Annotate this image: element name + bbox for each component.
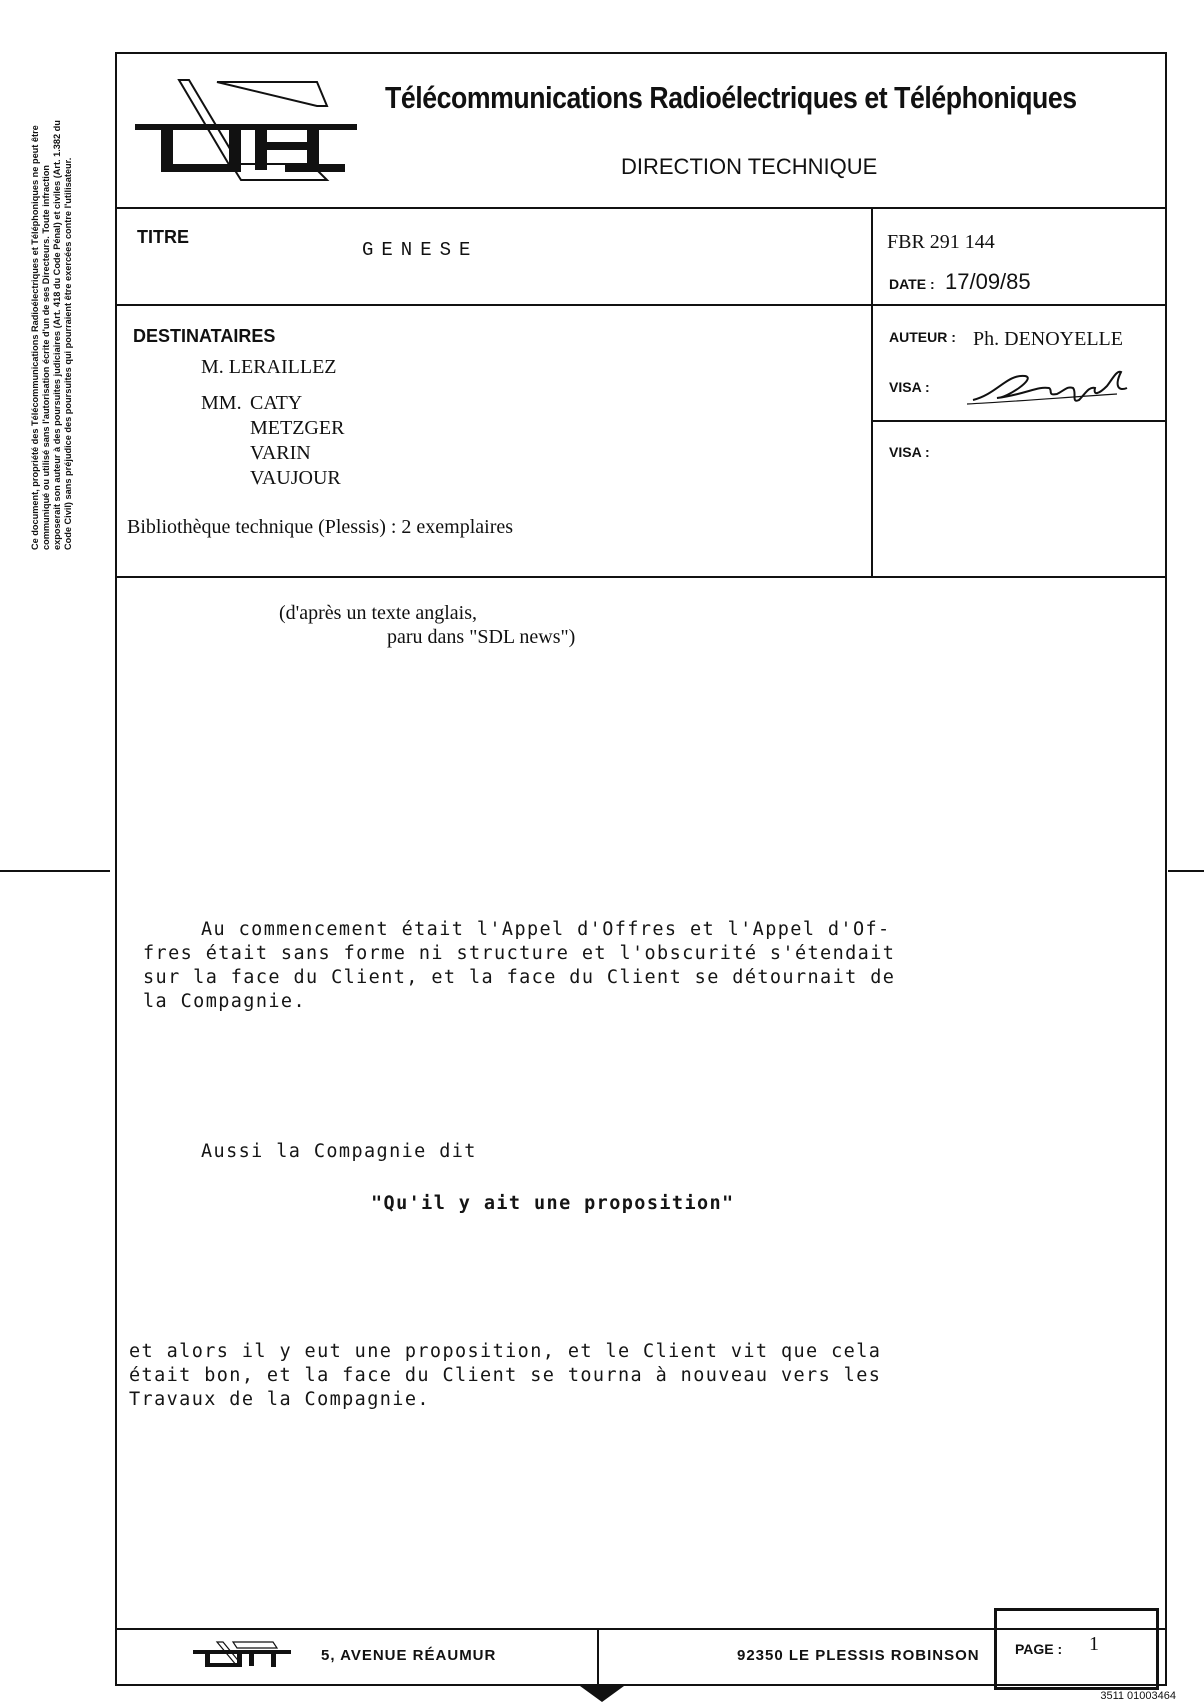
paragraph-line: Travaux de la Compagnie. <box>129 1389 430 1410</box>
library-copies: Bibliothèque technique (Plessis) : 2 exemplaires <box>127 516 514 538</box>
author-name: Ph. DENOYELLE <box>973 328 1123 350</box>
footer <box>117 1628 1165 1684</box>
company-name: Télécommunications Radioélectriques et Téléphoniques <box>385 80 1077 115</box>
paragraph-line: sur la face du Client, et la face du Client se détournait de <box>143 967 896 988</box>
paragraph-line: Aussi la Compagnie dit <box>201 1141 477 1162</box>
document-frame <box>115 52 1167 1686</box>
paragraph-line: et alors il y eut une proposition, et le Client vit que cela <box>129 1341 882 1362</box>
recipient-name: METZGER <box>250 417 345 439</box>
paragraph-line: était bon, et la face du Client se tourna à nouveau vers les <box>129 1365 882 1386</box>
department-name: DIRECTION TECHNIQUE <box>621 154 878 179</box>
fold-mark-left <box>0 870 110 872</box>
recipients-label: DESTINATAIRES <box>133 326 276 346</box>
footer-city: 92350 LE PLESSIS ROBINSON <box>737 1647 980 1664</box>
page-number: 1 <box>1089 1633 1099 1655</box>
paragraph-line: la Compagnie. <box>143 991 306 1012</box>
signature <box>967 364 1137 408</box>
bottom-marker <box>580 1686 624 1702</box>
confidentiality-note: Ce document, propriété des Télécommunications Radioélectriques et Téléphoniques ne peut être communiqué ou utilisé sans l'autorisation écrite d'un de ses Directeurs. Toute infraction exposerait son auteur à des poursuites judiciaires (Art. 418 du Code Pénal) et civiles (Art. 1.382 du Code Civil) sans préjudice des poursuites qui pourraient être exercées contre l'utilisateur. <box>30 120 73 550</box>
recipient-name: CATY <box>250 392 303 414</box>
recipient-name: VARIN <box>250 442 311 464</box>
recipients-row <box>117 306 1165 578</box>
title-divider <box>871 209 873 304</box>
page-label: PAGE : <box>1015 1641 1063 1657</box>
recipient-name: VAUJOUR <box>250 467 341 489</box>
visa2-label: VISA : <box>889 444 930 460</box>
quoted-line: "Qu'il y ait une proposition" <box>371 1193 735 1214</box>
document-title: GENESE <box>362 239 479 261</box>
visa-label: VISA : <box>889 379 930 395</box>
date-label: DATE : <box>889 276 935 292</box>
recipients-divider <box>871 306 873 576</box>
letterhead <box>117 54 1165 209</box>
visa-separator <box>871 420 1165 422</box>
footer-logo <box>193 1640 293 1670</box>
trt-logo <box>131 76 361 186</box>
author-label: AUTEUR : <box>889 329 956 345</box>
source-line-2: paru dans "SDL news") <box>387 626 576 648</box>
title-label: TITRE <box>137 227 189 247</box>
recipient-primary: M. LERAILLEZ <box>201 356 337 378</box>
footer-address: 5, AVENUE RÉAUMUR <box>321 1647 497 1664</box>
source-line-1: (d'après un texte anglais, <box>279 602 477 624</box>
recipients-prefix: MM. <box>201 392 242 414</box>
fold-mark-right <box>1168 870 1204 872</box>
title-row <box>117 209 1165 306</box>
form-code: 3511 01003464 <box>1100 1690 1176 1702</box>
document-date: 17/09/85 <box>945 269 1031 294</box>
footer-divider <box>597 1630 599 1684</box>
paragraph-line: fres était sans forme ni structure et l'obscurité s'étendait <box>143 943 896 964</box>
paragraph-line: Au commencement était l'Appel d'Offres et l'Appel d'Of- <box>201 919 891 940</box>
reference-number: FBR 291 144 <box>887 231 995 253</box>
